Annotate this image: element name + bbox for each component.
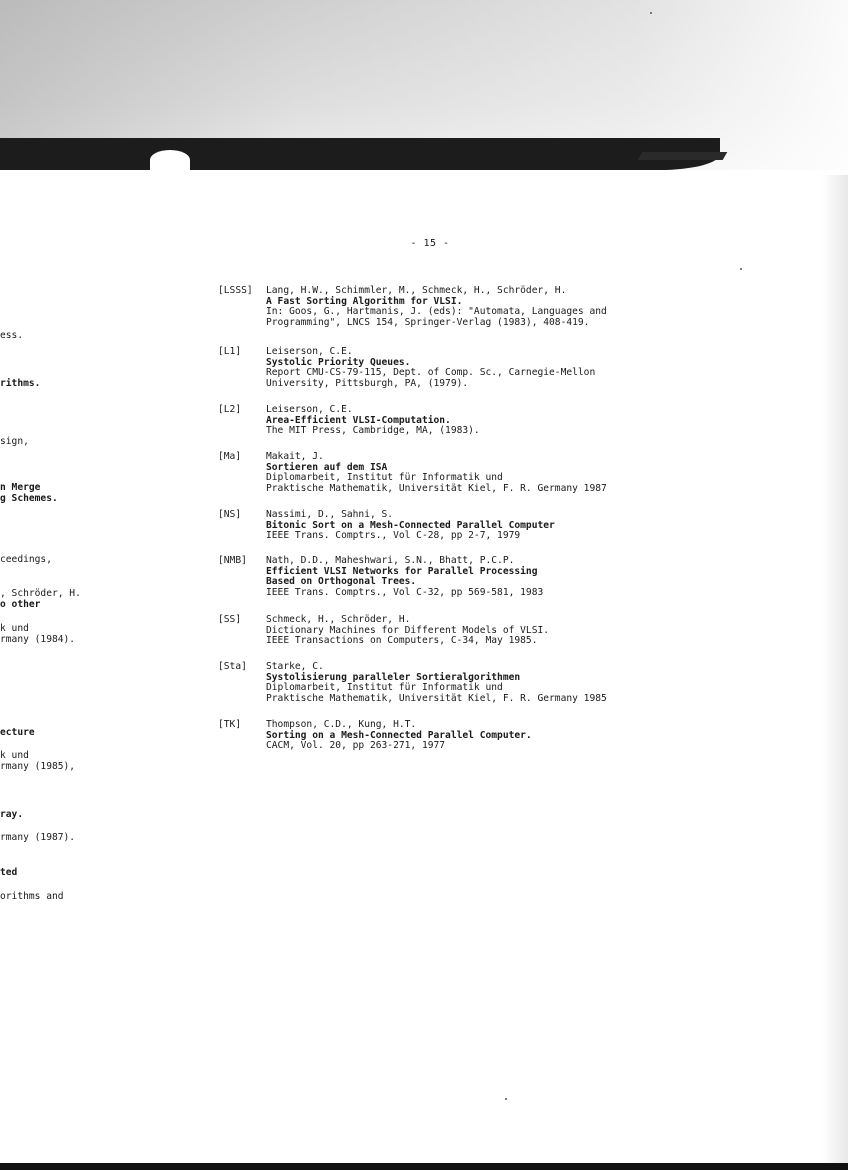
reference-line: Diplomarbeit, Institut für Informatik und xyxy=(266,472,503,484)
reference-line: Praktische Mathematik, Universität Kiel, F. R. Germany 1987 xyxy=(266,482,607,494)
reference-line: Nassimi, D., Sahni, S. xyxy=(266,509,394,520)
reference-body xyxy=(266,452,646,494)
dust-speck xyxy=(740,268,742,270)
reference-title: Systolisierung paralleler Sortieralgorithmen xyxy=(266,671,521,683)
left-column-fragment: rithms. xyxy=(0,378,41,389)
reference-body xyxy=(266,662,646,704)
reference-line: Praktische Mathematik, Universität Kiel, F. R. Germany 1985 xyxy=(266,692,607,704)
reference-key: [SS] xyxy=(218,614,242,625)
reference-key: [LSSS] xyxy=(218,285,253,296)
reference-title: Sorting on a Mesh-Connected Parallel Computer. xyxy=(266,729,532,741)
left-column-fragment: n Merge xyxy=(0,482,41,493)
left-column-fragment: rmany (1987). xyxy=(0,832,76,843)
reference-body xyxy=(266,556,646,598)
reference-key: [NS] xyxy=(218,509,242,520)
reference-key: [L1] xyxy=(218,346,242,357)
reference-line: Leiserson, C.E. xyxy=(266,404,353,415)
reference-body xyxy=(266,720,646,752)
reference-line: IEEE Trans. Comptrs., Vol C-32, pp 569-581, 1983 xyxy=(266,586,544,598)
reference-line: Report CMU-CS-79-115, Dept. of Comp. Sc., Carnegie-Mellon xyxy=(266,367,596,379)
page-number: - 15 - xyxy=(410,238,450,249)
page-fold-tail xyxy=(638,152,728,160)
reference-title: Efficient VLSI Networks for Parallel Processing xyxy=(266,565,538,577)
reference-body xyxy=(266,347,646,389)
reference-title: Bitonic Sort on a Mesh-Connected Parallel Computer xyxy=(266,519,555,531)
reference-line: IEEE Trans. Comptrs., Vol C-28, pp 2-7, 1979 xyxy=(266,530,521,542)
left-column-fragment: ecture xyxy=(0,727,35,738)
reference-title: Based on Orthogonal Trees. xyxy=(266,576,417,588)
reference-body xyxy=(266,286,646,328)
reference-title: Sortieren auf dem ISA xyxy=(266,461,388,473)
reference-body xyxy=(266,510,646,542)
page-right-edge xyxy=(822,175,848,1170)
reference-title: Systolic Priority Queues. xyxy=(266,356,411,368)
reference-line: Dictionary Machines for Different Models of VLSI. xyxy=(266,624,550,636)
dust-speck xyxy=(650,12,652,14)
reference-line: Thompson, C.D., Kung, H.T. xyxy=(266,719,417,730)
reference-line: Starke, C. xyxy=(266,661,324,672)
reference-line: Lang, H.W., Schimmler, M., Schmeck, H., Schröder, H. xyxy=(266,285,567,296)
left-column-fragment: ess. xyxy=(0,330,24,341)
reference-line: The MIT Press, Cambridge, MA, (1983). xyxy=(266,425,480,437)
page-fold-edge xyxy=(0,138,720,170)
left-column-fragment: ceedings, xyxy=(0,554,52,565)
left-column-fragment: rmany (1985), xyxy=(0,761,76,772)
reference-line: Programming", LNCS 154, Springer-Verlag (1983), 408-419. xyxy=(266,316,590,328)
page-bottom-edge xyxy=(0,1163,848,1170)
reference-line: Diplomarbeit, Institut für Informatik und xyxy=(266,682,503,694)
reference-line: In: Goos, G., Hartmanis, J. (eds): "Automata, Languages and xyxy=(266,306,607,318)
reference-key: [Ma] xyxy=(218,451,242,462)
reference-line: Makait, J. xyxy=(266,451,324,462)
page-fold-notch xyxy=(150,150,190,170)
reference-line: Schmeck, H., Schröder, H. xyxy=(266,614,411,625)
left-column-fragment: k und xyxy=(0,750,29,761)
dust-speck xyxy=(505,1098,507,1100)
reference-line: Leiserson, C.E. xyxy=(266,346,353,357)
reference-line: Nath, D.D., Maheshwari, S.N., Bhatt, P.C.P. xyxy=(266,555,515,566)
left-column-fragment: , Schröder, H. xyxy=(0,588,81,599)
reference-title: A Fast Sorting Algorithm for VLSI. xyxy=(266,295,463,307)
left-column-fragment: ray. xyxy=(0,809,24,820)
reference-key: [NMB] xyxy=(218,555,247,566)
left-column-fragment: rmany (1984). xyxy=(0,634,76,645)
reference-body xyxy=(266,405,646,437)
reference-key: [Sta] xyxy=(218,661,247,672)
left-column-fragment: g Schemes. xyxy=(0,493,58,504)
reference-line: University, Pittsburgh, PA, (1979). xyxy=(266,377,469,389)
left-column-fragment: k und xyxy=(0,623,29,634)
reference-line: IEEE Transactions on Computers, C-34, May 1985. xyxy=(266,635,538,647)
left-column-fragment: ted xyxy=(0,867,18,878)
reference-body xyxy=(266,615,646,647)
left-column-fragment: o other xyxy=(0,599,41,610)
reference-line: CACM, Vol. 20, pp 263-271, 1977 xyxy=(266,740,446,752)
reference-key: [L2] xyxy=(218,404,242,415)
left-column-fragment: sign, xyxy=(0,436,29,447)
reference-key: [TK] xyxy=(218,719,242,730)
left-column-fragment: orithms and xyxy=(0,891,64,902)
reference-title: Area-Efficient VLSI-Computation. xyxy=(266,414,451,426)
